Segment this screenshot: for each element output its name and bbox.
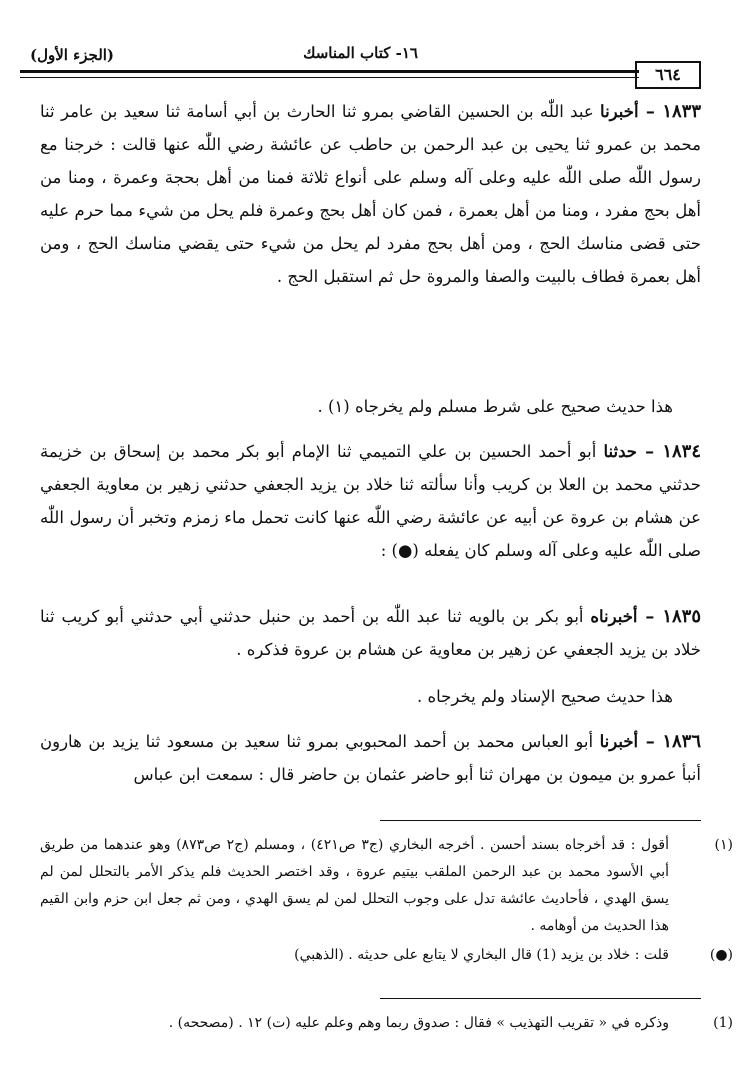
footnote-text: قلت : خلاد بن يزيد (1) قال البخاري لا يتابع على حديثه . (الذهبي) <box>294 947 669 963</box>
hadith-number: ١٨٣٦ <box>662 731 702 752</box>
footnote-rule <box>380 820 701 821</box>
header-rule <box>20 70 639 78</box>
commentary-1833: هذا حديث صحيح على شرط مسلم ولم يخرجاه (١) . <box>317 397 673 416</box>
chapter-title: ١٦- كتاب المناسك <box>303 44 418 62</box>
footnote-2 <box>40 1010 733 1037</box>
footnote-marker: (●) <box>709 947 733 963</box>
hadith-text: عبد اللّٰه بن الحسين القاضي بمرو ثنا الحارث بن أبي أسامة ثنا سعيد بن عامر ثنا محمد بن عمرو ثنا يحيى بن عبد الرحمن بن حاطب عن عائشة رضي اللّٰه عنها قالت : خرجنا مع رسول اللّٰه صلى اللّٰه عليه وعلى آله وسلم على أنواع ثلاثة فمنا من أهل بحجة وعمرة ، ومنا من أهل بحج مفرد ، ومنا من أهل بعمرة ، فمن كان أهل بحج وعمرة فلم يحل من شيء مما حرم عليه حتى قضى مناسك الحج ، ومن أهل بحج مفرد لم يحل من شيء حتى يقضي مناسك الحج ، ومن أهل بعمرة فطاف بالبيت والصفا والمروة حل ثم استقبل الحج . <box>40 102 701 286</box>
hadith-text: أبو العباس محمد بن أحمد المحبوبي بمرو ثنا سعيد بن مسعود ثنا يزيد بن هارون أنبأ عمرو بن ميمون بن مهران ثنا أبو حاضر عثمان بن حاضر قال : سمعت ابن عباس <box>40 732 701 784</box>
narration-keyword: أخبرنا <box>599 732 639 751</box>
hadith-text: أبو أحمد الحسين بن علي التميمي ثنا الإمام أبو بكر محمد بن إسحاق بن خزيمة حدثني محمد بن العلا بن كريب وأنا سألته ثنا خلاد بن يزيد الجعفي حدثني زهير بن معاوية الجعفي عن هشام بن عروة عن أبيه عن عائشة رضي اللّٰه عنها كانت تحمل ماء زمزم وتخبر أن رسول اللّٰه صلى اللّٰه عليه وعلى آله وسلم كان يفعله (●) : <box>40 442 701 560</box>
hadith-text: أبو بكر بن بالويه ثنا عبد اللّٰه بن أحمد بن حنبل حدثني أبي حدثني أبو كريب ثنا خلاد بن يزيد الجعفي عن زهير بن معاوية عن هشام بن عروة فذكره . <box>40 607 701 659</box>
footnote-text: أقول : قد أخرجاه بسند أحسن . أخرجه البخاري (ج٣ ص٤٢١) ، ومسلم (ج٢ ص٨٧٣) وهو عندهما من طريق أبي الأسود محمد بن عبد الرحمن الملقب بيتيم عروة ، وقد اختصر الحديث فلم يذكر الأمر بالتحلل لمن لم يسق الهدي ، فأحاديث عائشة تدل على وجوب التحلل لمن لم يسق الهدي ، ومن ثم جعل ابن حزم وابن القيم هذا الحديث من أوهامه . <box>40 837 670 934</box>
hadith-1834: ١٨٣٤ – حدثنا أبو أحمد الحسين بن علي التميمي ثنا الإمام أبو بكر محمد بن إسحاق بن خزيمة حدثني محمد بن العلا بن كريب وأنا سألته ثنا خلاد بن يزيد الجعفي حدثني زهير بن معاوية الجعفي عن هشام بن عروة عن أبيه عن عائشة رضي اللّٰه عنها كانت تحمل ماء زمزم وتخبر أن رسول اللّٰه صلى اللّٰه عليه وعلى آله وسلم كان يفعله (●) : <box>40 441 701 560</box>
footnote-1 <box>40 832 734 940</box>
hadith-1833: ١٨٣٣ – أخبرنا عبد اللّٰه بن الحسين القاضي بمرو ثنا الحارث بن أبي أسامة ثنا سعيد بن عامر ثنا محمد بن عمرو ثنا يحيى بن عبد الرحمن بن حاطب عن عائشة رضي اللّٰه عنها قالت : خرجنا مع رسول اللّٰه صلى اللّٰه عليه وعلى آله وسلم على أنواع ثلاثة فمنا من أهل بحجة وعمرة ، ومنا من أهل بحج مفرد ، ومنا من أهل بعمرة ، فمن كان أهل بحج وعمرة فلم يحل من شيء مما حرم عليه حتى قضى مناسك الحج ، ومن أهل بحج مفرد لم يحل من شيء حتى يقضي مناسك الحج ، ومن أهل بعمرة فطاف بالبيت والصفا والمروة حل ثم استقبل الحج . <box>40 101 701 286</box>
footnote-text: وذكره في « تقريب التهذيب » فقال : صدوق ربما وهم وعلم عليه (ت) ١٢ . (مصححه) . <box>168 1015 669 1031</box>
footnote-rule-2 <box>380 998 701 999</box>
hadith-number: ١٨٣٤ <box>662 441 701 462</box>
narration-keyword: أخبرناه <box>590 607 638 626</box>
volume-label: (الجزء الأول) <box>30 46 115 64</box>
hadith-1835: ١٨٣٥ – أخبرناه أبو بكر بن بالويه ثنا عبد اللّٰه بن أحمد بن حنبل حدثني أبي حدثني أبو كريب ثنا خلاد بن يزيد الجعفي عن زهير بن معاوية عن هشام بن عروة فذكره . <box>40 606 701 659</box>
hadith-number: ١٨٣٣ <box>662 101 701 122</box>
hadith-number: ١٨٣٥ <box>662 606 701 627</box>
narration-keyword: أخبرنا <box>600 102 639 121</box>
hadith-1836: ١٨٣٦ – أخبرنا أبو العباس محمد بن أحمد المحبوبي بمرو ثنا سعيد بن مسعود ثنا يزيد بن هارون أنبأ عمرو بن ميمون بن مهران ثنا أبو حاضر عثمان بن حاضر قال : سمعت ابن عباس <box>40 731 702 784</box>
page-header <box>18 40 703 68</box>
footnote-marker: (١) <box>714 837 734 853</box>
commentary-1835: هذا حديث صحيح الإسناد ولم يخرجاه . <box>417 687 673 706</box>
page-number: ٦٦٤ <box>635 61 701 89</box>
footnote-dhahabi <box>40 942 733 969</box>
footnote-marker: (1) <box>713 1015 733 1031</box>
narration-keyword: حدثنا <box>603 442 637 461</box>
